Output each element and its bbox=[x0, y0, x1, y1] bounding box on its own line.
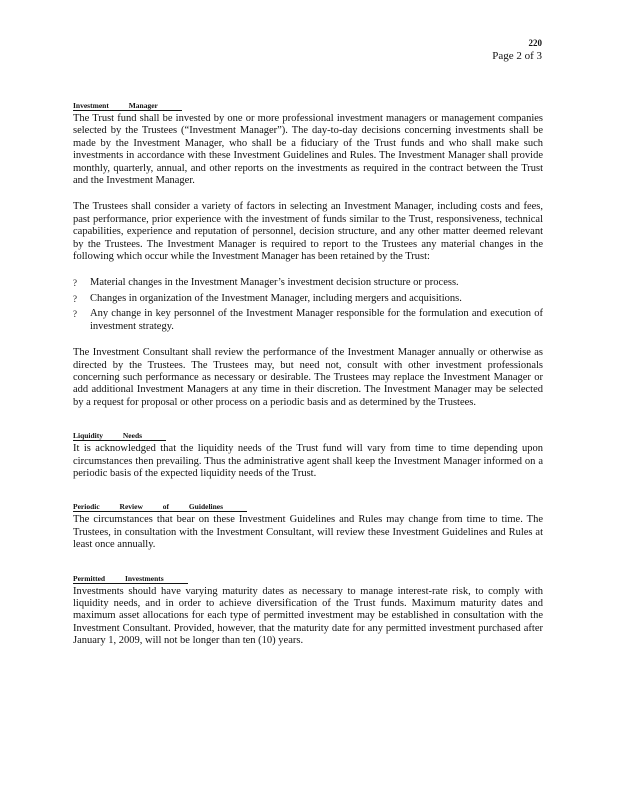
page-indicator: Page 2 of 3 bbox=[492, 50, 542, 62]
section-permitted-investments bbox=[73, 568, 543, 648]
bullet-text: Any change in key personnel of the Investment Manager responsible for the formulation and execution of investment strategy. bbox=[90, 308, 543, 332]
document-body bbox=[73, 95, 543, 664]
paragraph: The Trustees shall consider a variety of factors in selecting an Investment Manager, including costs and fees, past performance, prior experience with the investment of funds similar to the Trust, responsiveness, technical capabilities, experience and reputation of personnel, decision structure, and any other matter deemed relevant by the Trustees. The Investment Manager is required to report to the Trustees any material changes in the following which occur while the Investment Manager has been retained by the Trust: bbox=[73, 201, 543, 263]
bullet-text: Changes in organization of the Investment Manager, including mergers and acquisitions. bbox=[90, 292, 462, 304]
bullet-item bbox=[73, 293, 543, 305]
section-investment-manager bbox=[73, 95, 543, 409]
paragraph: The circumstances that bear on these Investment Guidelines and Rules may change from time to time. The Trustees, in consultation with the Investment Consultant, will review these Investment Guidelines and Rules at least once annually. bbox=[73, 514, 543, 551]
section-heading: Liquidity Needs bbox=[73, 431, 166, 441]
bullet-item bbox=[73, 277, 543, 289]
bullet-mark: ? bbox=[73, 278, 77, 289]
paragraph: The Investment Consultant shall review the performance of the Investment Manager annually or otherwise as directed by the Trustees. The Trustees may, but need not, consult with other investment professionals concerning such performance as necessary or desirable. The Trustees may replace the Investment Manager or add additional Investment Managers at any time in their discretion. The Investment Manager may be selected by a request for proposal or other process on a periodic basis and as determined by the Trustees. bbox=[73, 347, 543, 408]
paragraph: Investments should have varying maturity dates as necessary to manage interest-rate risk, to comply with liquidity needs, and in order to achieve diversification of the Trust funds. Maximum maturity dates and maximum asset allocations for each type of permitted investment may be established in consultation with the Investment Consultant. Provided, however, that the maturity date for any permitted investment purchased after January 1, 2009, will not be longer than ten (10) years. bbox=[73, 585, 543, 647]
section-heading: Investment Manager bbox=[73, 101, 182, 111]
bullet-mark: ? bbox=[73, 293, 77, 304]
section-heading: Periodic Review of Guidelines bbox=[73, 502, 247, 512]
section-periodic-review bbox=[73, 496, 543, 551]
paragraph: The Trust fund shall be invested by one or more professional investment managers or management companies selected by the Trustees (“Investment Manager”). The day-to-day decisions concerning investments shall be made by the Investment Manager, who shall be a fiduciary of the Trust funds and who shall make such investments in accordance with these Investment Guidelines and Rules. The Investment Manager shall provide monthly, quarterly, annual, and other reports on the investments as required in the contract between the Trust and the Investment Manager. bbox=[73, 113, 543, 187]
page-header bbox=[492, 38, 542, 63]
section-heading: Permitted Investments bbox=[73, 574, 188, 584]
paragraph: It is acknowledged that the liquidity needs of the Trust fund will vary from time to time depending upon circumstances then prevailing. Thus the administrative agent shall keep the Investment Manager informed on a periodic basis of the expected liquidity needs of the Trust. bbox=[73, 443, 543, 479]
section-liquidity-needs bbox=[73, 425, 543, 480]
bullet-item bbox=[73, 308, 543, 333]
bullet-list bbox=[73, 277, 543, 333]
page-number: 220 bbox=[528, 38, 542, 48]
bullet-mark: ? bbox=[73, 309, 77, 320]
bullet-text: Material changes in the Investment Manager’s investment decision structure or process. bbox=[90, 277, 459, 289]
